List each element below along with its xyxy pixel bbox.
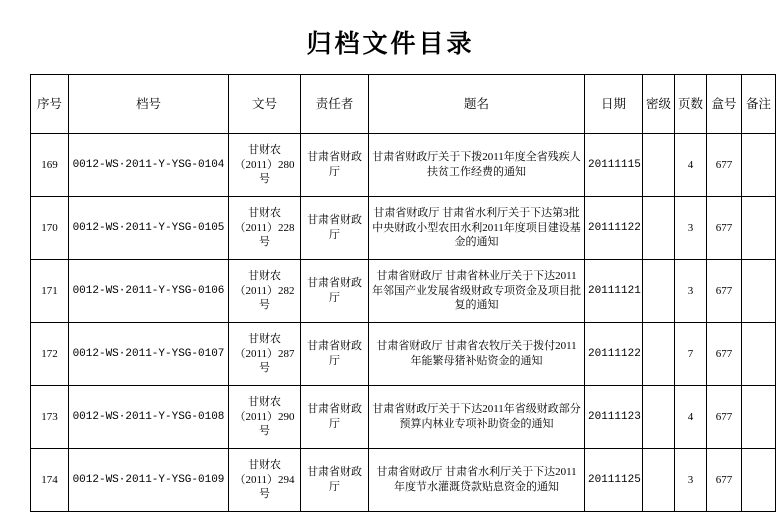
cell-remark <box>742 260 776 323</box>
archive-table-body <box>31 134 776 512</box>
cell-pages: 4 <box>675 134 707 197</box>
cell-remark <box>742 386 776 449</box>
cell-docno: 甘财农（2011）280号 <box>229 134 301 197</box>
cell-seq: 174 <box>31 449 69 512</box>
cell-seq: 171 <box>31 260 69 323</box>
column-header-code <box>69 75 229 134</box>
cell-seq: 169 <box>31 134 69 197</box>
column-header-code-label: 档号 <box>135 96 161 111</box>
cell-remark <box>742 323 776 386</box>
cell-title: 甘肃省财政厅关于下达2011年省级财政部分预算内林业专项补助资金的通知 <box>369 386 585 449</box>
column-header-docno <box>229 75 301 134</box>
cell-docno: 甘财农（2011）282号 <box>229 260 301 323</box>
cell-title: 甘肃省财政厅 甘肃省农牧厅关于拨付2011年能繁母猪补贴资金的通知 <box>369 323 585 386</box>
cell-code: 0012-WS·2011-Y-YSG-0107 <box>69 323 229 386</box>
column-header-pages <box>675 75 707 134</box>
table-row <box>31 323 776 386</box>
cell-seq: 170 <box>31 197 69 260</box>
cell-secret <box>643 197 675 260</box>
table-row <box>31 386 776 449</box>
column-header-responsible <box>301 75 369 134</box>
page-title: 归档文件目录 <box>306 31 475 58</box>
cell-responsible: 甘肃省财政厅 <box>301 449 369 512</box>
cell-title: 甘肃省财政厅 甘肃省水利厅关于下达第3批中央财政小型农田水利2011年度项目建设基金的通知 <box>369 197 585 260</box>
cell-responsible: 甘肃省财政厅 <box>301 386 369 449</box>
column-header-title-label: 题名 <box>463 96 489 111</box>
column-header-seq-label: 序号 <box>36 96 62 111</box>
cell-responsible: 甘肃省财政厅 <box>301 260 369 323</box>
column-header-box-label: 盒号 <box>711 96 737 111</box>
column-header-date <box>585 75 643 134</box>
cell-code: 0012-WS·2011-Y-YSG-0105 <box>69 197 229 260</box>
cell-responsible: 甘肃省财政厅 <box>301 197 369 260</box>
cell-pages: 3 <box>675 197 707 260</box>
cell-docno: 甘财农（2011）294号 <box>229 449 301 512</box>
cell-pages: 4 <box>675 386 707 449</box>
table-row <box>31 197 776 260</box>
column-header-secret-label: 密级 <box>646 96 672 111</box>
cell-title: 甘肃省财政厅关于下拨2011年度全省残疾人扶贫工作经费的通知 <box>369 134 585 197</box>
cell-date: 20111122 <box>585 323 643 386</box>
cell-remark <box>742 197 776 260</box>
cell-responsible: 甘肃省财政厅 <box>301 323 369 386</box>
cell-box: 677 <box>707 386 742 449</box>
cell-code: 0012-WS·2011-Y-YSG-0106 <box>69 260 229 323</box>
cell-seq: 172 <box>31 323 69 386</box>
cell-secret <box>643 449 675 512</box>
table-header-row <box>31 75 776 134</box>
column-header-remark <box>742 75 776 134</box>
cell-code: 0012-WS·2011-Y-YSG-0108 <box>69 386 229 449</box>
cell-date: 20111122 <box>585 197 643 260</box>
cell-pages: 3 <box>675 449 707 512</box>
column-header-docno-label: 文号 <box>251 96 277 111</box>
cell-remark <box>742 449 776 512</box>
column-header-seq <box>31 75 69 134</box>
cell-pages: 7 <box>675 323 707 386</box>
cell-remark <box>742 134 776 197</box>
cell-box: 677 <box>707 323 742 386</box>
cell-date: 20111125 <box>585 449 643 512</box>
cell-box: 677 <box>707 197 742 260</box>
archive-table-container <box>0 74 781 512</box>
cell-secret <box>643 323 675 386</box>
cell-secret <box>643 134 675 197</box>
cell-code: 0012-WS·2011-Y-YSG-0109 <box>69 449 229 512</box>
column-header-responsible-label: 责任者 <box>315 96 354 111</box>
column-header-secret <box>643 75 675 134</box>
cell-title: 甘肃省财政厅 甘肃省林业厅关于下达2011年邻国产业发展省级财政专项资金及项目批复的通知 <box>369 260 585 323</box>
cell-code: 0012-WS·2011-Y-YSG-0104 <box>69 134 229 197</box>
column-header-date-label: 日期 <box>600 96 626 111</box>
cell-docno: 甘财农（2011）290号 <box>229 386 301 449</box>
cell-date: 20111115 <box>585 134 643 197</box>
table-row <box>31 134 776 197</box>
cell-pages: 3 <box>675 260 707 323</box>
cell-box: 677 <box>707 134 742 197</box>
cell-docno: 甘财农（2011）228号 <box>229 197 301 260</box>
column-header-remark-label: 备注 <box>745 96 771 111</box>
column-header-box <box>707 75 742 134</box>
table-row <box>31 449 776 512</box>
cell-date: 20111121 <box>585 260 643 323</box>
cell-box: 677 <box>707 449 742 512</box>
cell-title: 甘肃省财政厅 甘肃省水利厅关于下达2011年度节水灌溉贷款贴息资金的通知 <box>369 449 585 512</box>
cell-secret <box>643 260 675 323</box>
table-row <box>31 260 776 323</box>
cell-seq: 173 <box>31 386 69 449</box>
cell-date: 20111123 <box>585 386 643 449</box>
column-header-title <box>369 75 585 134</box>
cell-docno: 甘财农（2011）287号 <box>229 323 301 386</box>
cell-responsible: 甘肃省财政厅 <box>301 134 369 197</box>
column-header-pages-label: 页数 <box>678 96 704 111</box>
cell-secret <box>643 386 675 449</box>
archive-directory-table <box>30 74 776 512</box>
cell-box: 677 <box>707 260 742 323</box>
